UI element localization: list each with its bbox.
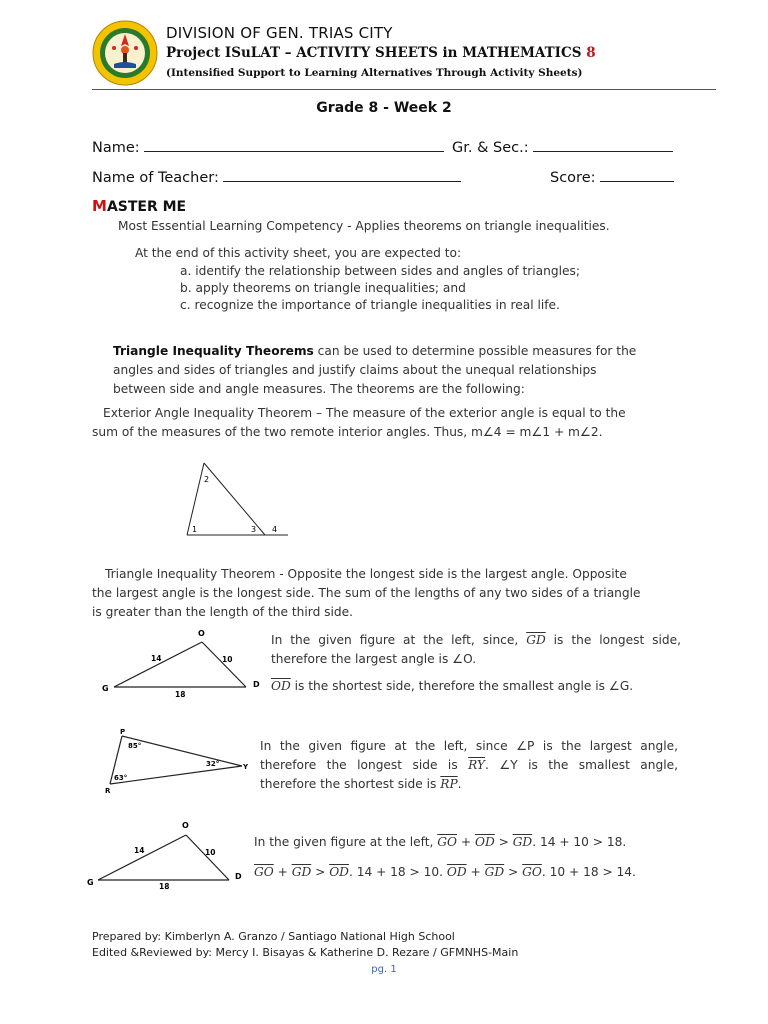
segment-gd: $\overline{GD}$ xyxy=(526,633,546,647)
segment-gd-3: $\overline{GD}$ xyxy=(291,865,312,879)
op-plus: + xyxy=(456,835,475,849)
ex4-line-2-b: . 14 + 18 > 10. xyxy=(348,865,444,879)
example-3-text xyxy=(260,737,678,794)
vertex-y-label: Y xyxy=(243,763,249,771)
grade-week-heading: Grade 8 - Week 2 xyxy=(316,100,452,116)
angle-r-label: 63° xyxy=(114,774,128,782)
score-label: Score: xyxy=(550,170,596,186)
prepared-by: Prepared by: Kimberlyn A. Granzo / Santiago National High School xyxy=(92,930,455,943)
angle-4-label: 4 xyxy=(272,525,278,534)
ex2-line-3-b: is the shortest side, therefore the smallest angle is ∠G. xyxy=(294,679,634,693)
exterior-line-2: sum of the measures of the two remote interior angles. Thus, m∠4 = m∠1 + m∠2. xyxy=(92,425,603,439)
ex3-line-1: In the given figure at the left, since ∠P is the largest angle, xyxy=(260,739,678,753)
ex3-line-2-a: therefore the longest side is xyxy=(260,758,458,772)
page-number: pg. 1 xyxy=(371,964,397,975)
angle-2-label: 2 xyxy=(204,475,210,484)
ex2-line-3 xyxy=(271,677,681,696)
ex2-line-1 xyxy=(271,631,681,650)
segment-rp: $\overline{RP}$ xyxy=(440,777,458,791)
ex3-line-3 xyxy=(260,775,678,794)
teacher-label: Name of Teacher: xyxy=(92,170,219,186)
name-blank[interactable] xyxy=(144,137,444,152)
section-label: Gr. & Sec.: xyxy=(452,140,529,156)
ex2-line-1-a: In the given figure at the left, since, xyxy=(271,633,519,647)
master-me-heading xyxy=(92,197,186,215)
header-divider xyxy=(92,89,716,90)
angle-p-label: 85° xyxy=(128,742,142,750)
ex3-line-3-a: therefore the shortest side is xyxy=(260,777,437,791)
segment-od-3: $\overline{OD}$ xyxy=(329,865,349,879)
angle-3-label: 3 xyxy=(251,525,257,534)
ex4-line-1-b: . 14 + 10 > 18. xyxy=(532,835,627,849)
exterior-line-1: Exterior Angle Inequality Theorem – The measure of the exterior angle is equal to the xyxy=(103,406,626,420)
segment-go-3: $\overline{GO}$ xyxy=(522,865,542,879)
master-me-first-letter: M xyxy=(92,197,107,215)
ex2-line-1-b: is the longest side, xyxy=(553,633,682,647)
intro-line-1-text: can be used to determine possible measures for the xyxy=(313,344,637,358)
ex4-line-1-a: In the given figure at the left, xyxy=(254,835,434,849)
segment-gd-4: $\overline{GD}$ xyxy=(484,865,505,879)
triangle-pyr-figure xyxy=(100,726,252,798)
ex3-line-2 xyxy=(260,756,678,775)
intro-paragraph xyxy=(113,342,673,399)
op-plus-3: + xyxy=(466,865,485,879)
triangle-ineq-line-1: Triangle Inequality Theorem - Opposite the longest side is the largest angle. Opposite xyxy=(105,567,627,581)
vertex-d-label: D xyxy=(253,680,260,689)
section-blank[interactable] xyxy=(533,137,673,152)
ex3-line-3-b: . xyxy=(457,777,462,791)
segment-ry: $\overline{RY}$ xyxy=(468,758,485,772)
vertex-p-label: P xyxy=(120,728,126,736)
triangle-ineq-line-3: is greater than the length of the third side. xyxy=(92,605,354,619)
ex4-line-2 xyxy=(254,863,674,882)
objective-c: c. recognize the importance of triangle inequalities in real life. xyxy=(180,298,560,312)
teacher-blank[interactable] xyxy=(223,167,461,182)
example-4-text xyxy=(254,833,674,882)
melc-text: Most Essential Learning Competency - Applies theorems on triangle inequalities. xyxy=(118,219,610,233)
segment-gd-2: $\overline{GD}$ xyxy=(512,835,533,849)
intro-line-1 xyxy=(113,342,673,361)
project-subtitle: (Intensified Support to Learning Alternatives Through Activity Sheets) xyxy=(166,67,583,79)
project-grade-number: 8 xyxy=(586,45,596,61)
name-row xyxy=(92,137,444,156)
section-row xyxy=(452,137,673,156)
side-go-label-2: 14 xyxy=(134,846,145,855)
segment-od-2: $\overline{OD}$ xyxy=(474,835,495,849)
project-title-text: Project ISuLAT – ACTIVITY SHEETS in MATHEMATICS xyxy=(166,45,582,61)
triangle-god-figure-2 xyxy=(82,818,252,894)
intro-bold-term: Triangle Inequality Theorems xyxy=(113,344,314,358)
score-blank[interactable] xyxy=(600,167,674,182)
side-go-label: 14 xyxy=(151,654,162,663)
objective-a: a. identify the relationship between sides and angles of triangles; xyxy=(180,264,580,278)
intro-line-2: angles and sides of triangles and justify claims about the unequal relationships xyxy=(113,363,597,377)
side-od-label: 10 xyxy=(222,655,233,664)
triangle-ineq-line-2: the largest angle is the longest side. The sum of the lengths of any two sides of a triangle xyxy=(92,586,641,600)
edited-by: Edited &Reviewed by: Mercy I. Bisayas & Katherine D. Rezare / GFMNHS-Main xyxy=(92,946,519,959)
master-me-rest: ASTER ME xyxy=(106,199,187,215)
side-gd-label-2: 18 xyxy=(159,882,170,891)
vertex-o-label-2: O xyxy=(182,821,189,830)
vertex-r-label: R xyxy=(105,787,111,795)
example-2-text xyxy=(271,631,681,696)
angle-y-label: 32° xyxy=(206,760,220,768)
op-plus-2: + xyxy=(273,865,292,879)
triangle-inequality-theorem xyxy=(92,565,682,622)
op-gt-2: > xyxy=(311,865,330,879)
segment-od: $\overline{OD}$ xyxy=(271,679,291,693)
vertex-o-label: O xyxy=(198,629,205,638)
division-title: DIVISION OF GEN. TRIAS CITY xyxy=(166,24,393,42)
objectives-intro: At the end of this activity sheet, you are expected to: xyxy=(135,246,462,260)
vertex-g-label-2: G xyxy=(87,878,94,887)
side-gd-label: 18 xyxy=(175,690,186,699)
exterior-angle-theorem xyxy=(92,404,682,442)
segment-go: $\overline{GO}$ xyxy=(437,835,457,849)
ex3-line-2-b: . ∠Y is the smallest angle, xyxy=(484,758,678,772)
triangle-god-figure-1 xyxy=(98,624,268,700)
vertex-d-label-2: D xyxy=(235,872,242,881)
name-label: Name: xyxy=(92,140,140,156)
op-gt-3: > xyxy=(504,865,523,879)
ex4-line-2-c: . 10 + 18 > 14. xyxy=(541,865,636,879)
project-title xyxy=(166,45,596,61)
op-gt: > xyxy=(494,835,513,849)
side-od-label-2: 10 xyxy=(205,848,216,857)
division-seal-logo xyxy=(92,20,158,86)
vertex-g-label: G xyxy=(102,684,109,693)
objective-b: b. apply theorems on triangle inequalities; and xyxy=(180,281,466,295)
segment-go-2: $\overline{GO}$ xyxy=(254,865,274,879)
angle-1-label: 1 xyxy=(192,525,198,534)
segment-od-4: $\overline{OD}$ xyxy=(446,865,467,879)
teacher-row xyxy=(92,167,461,186)
score-row xyxy=(550,167,674,186)
ex4-line-1 xyxy=(254,833,674,852)
exterior-angle-figure xyxy=(180,458,300,540)
ex2-line-2: therefore the largest angle is ∠O. xyxy=(271,652,477,666)
intro-line-3: between side and angle measures. The theorems are the following: xyxy=(113,382,525,396)
